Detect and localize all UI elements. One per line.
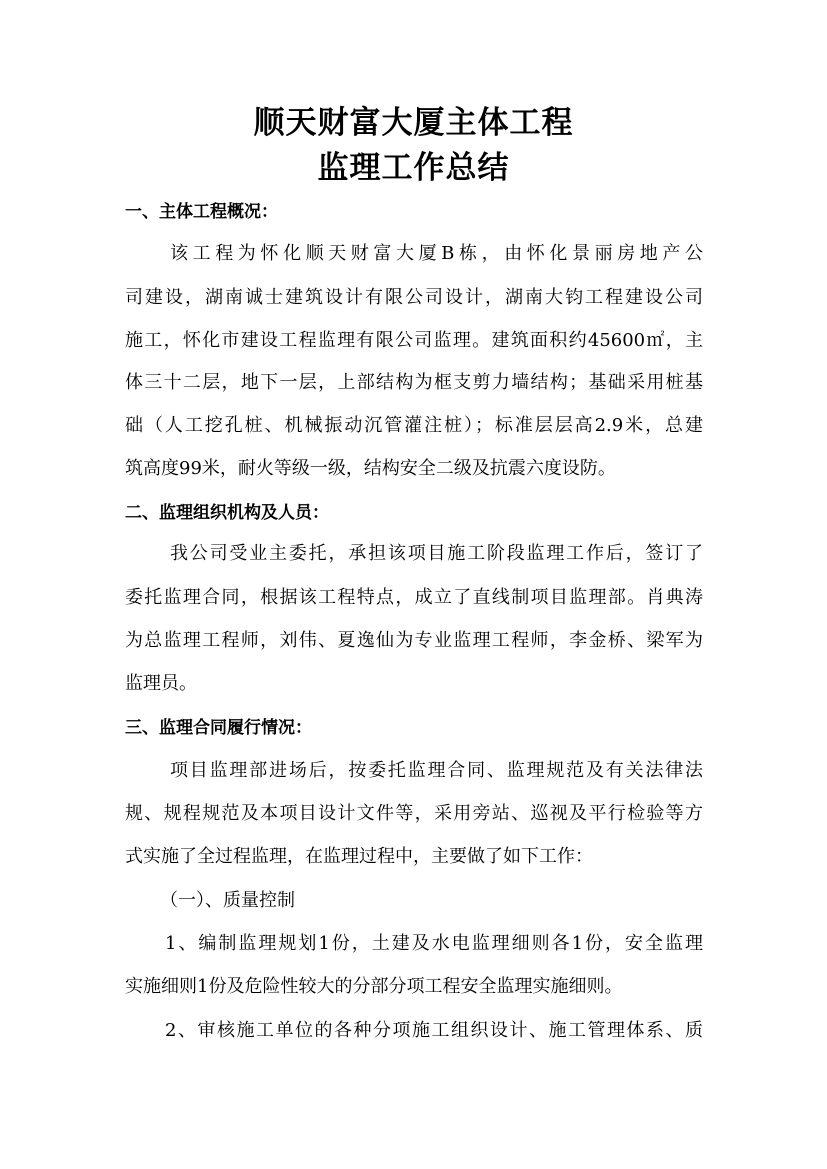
section-heading-contract: 三、监理合同履行情况： (125, 718, 312, 738)
paragraph-line: 监理员。 (125, 673, 197, 694)
section-heading-organization: 二、监理组织机构及人员： (125, 503, 329, 523)
paragraph-line: 筑高度99米，耐火等级一级，结构安全二级及抗震六度设防。 (125, 458, 616, 479)
section-heading-overview: 一、主体工程概况： (125, 202, 278, 222)
paragraph-line: 该工程为怀化顺天财富大厦B栋，由怀化景丽房地产公 (170, 243, 703, 264)
document-title-line2: 监理工作总结 (317, 150, 510, 186)
paragraph-line: 司建设，湖南诚士建筑设计有限公司设计，湖南大钧工程建设公司 (125, 287, 703, 308)
paragraph-line: 为总监理工程师，刘伟、夏逸仙为专业监理工程师，李金桥、梁军为 (125, 630, 703, 651)
paragraph-line: 项目监理部进场后，按委托监理合同、监理规范及有关法律法 (170, 760, 703, 781)
list-item-line: 2、审核施工单位的各种分项施工组织设计、施工管理体系、质 (165, 1020, 703, 1041)
paragraph-line: 我公司受业主委托，承担该项目施工阶段监理工作后，签订了 (170, 543, 703, 564)
paragraph-line: 式实施了全过程监理，在监理过程中，主要做了如下工作： (125, 846, 593, 867)
document-title-line1: 顺天财富大厦主体工程 (253, 105, 574, 141)
paragraph-line: 础（人工挖孔桩、机械振动沉管灌注桩）；标准层层高2.9米，总建 (125, 415, 703, 436)
list-item-line: 实施细则1份及危险性较大的分部分项工程安全监理实施细则。 (125, 976, 623, 997)
paragraph-line: 施工，怀化市建设工程监理有限公司监理。建筑面积约45600㎡，主 (125, 330, 703, 351)
subheading-quality-control: （一）、质量控制 (160, 890, 295, 911)
paragraph-line: 体三十二层，地下一层，上部结构为框支剪力墙结构；基础采用桩基 (125, 372, 703, 393)
list-item-line: 1、编制监理规划1份，土建及水电监理细则各1份，安全监理 (165, 933, 703, 954)
paragraph-line: 委托监理合同，根据该工程特点，成立了直线制项目监理部。肖典涛 (125, 587, 703, 608)
paragraph-line: 规、规程规范及本项目设计文件等，采用旁站、巡视及平行检验等方 (125, 803, 703, 824)
